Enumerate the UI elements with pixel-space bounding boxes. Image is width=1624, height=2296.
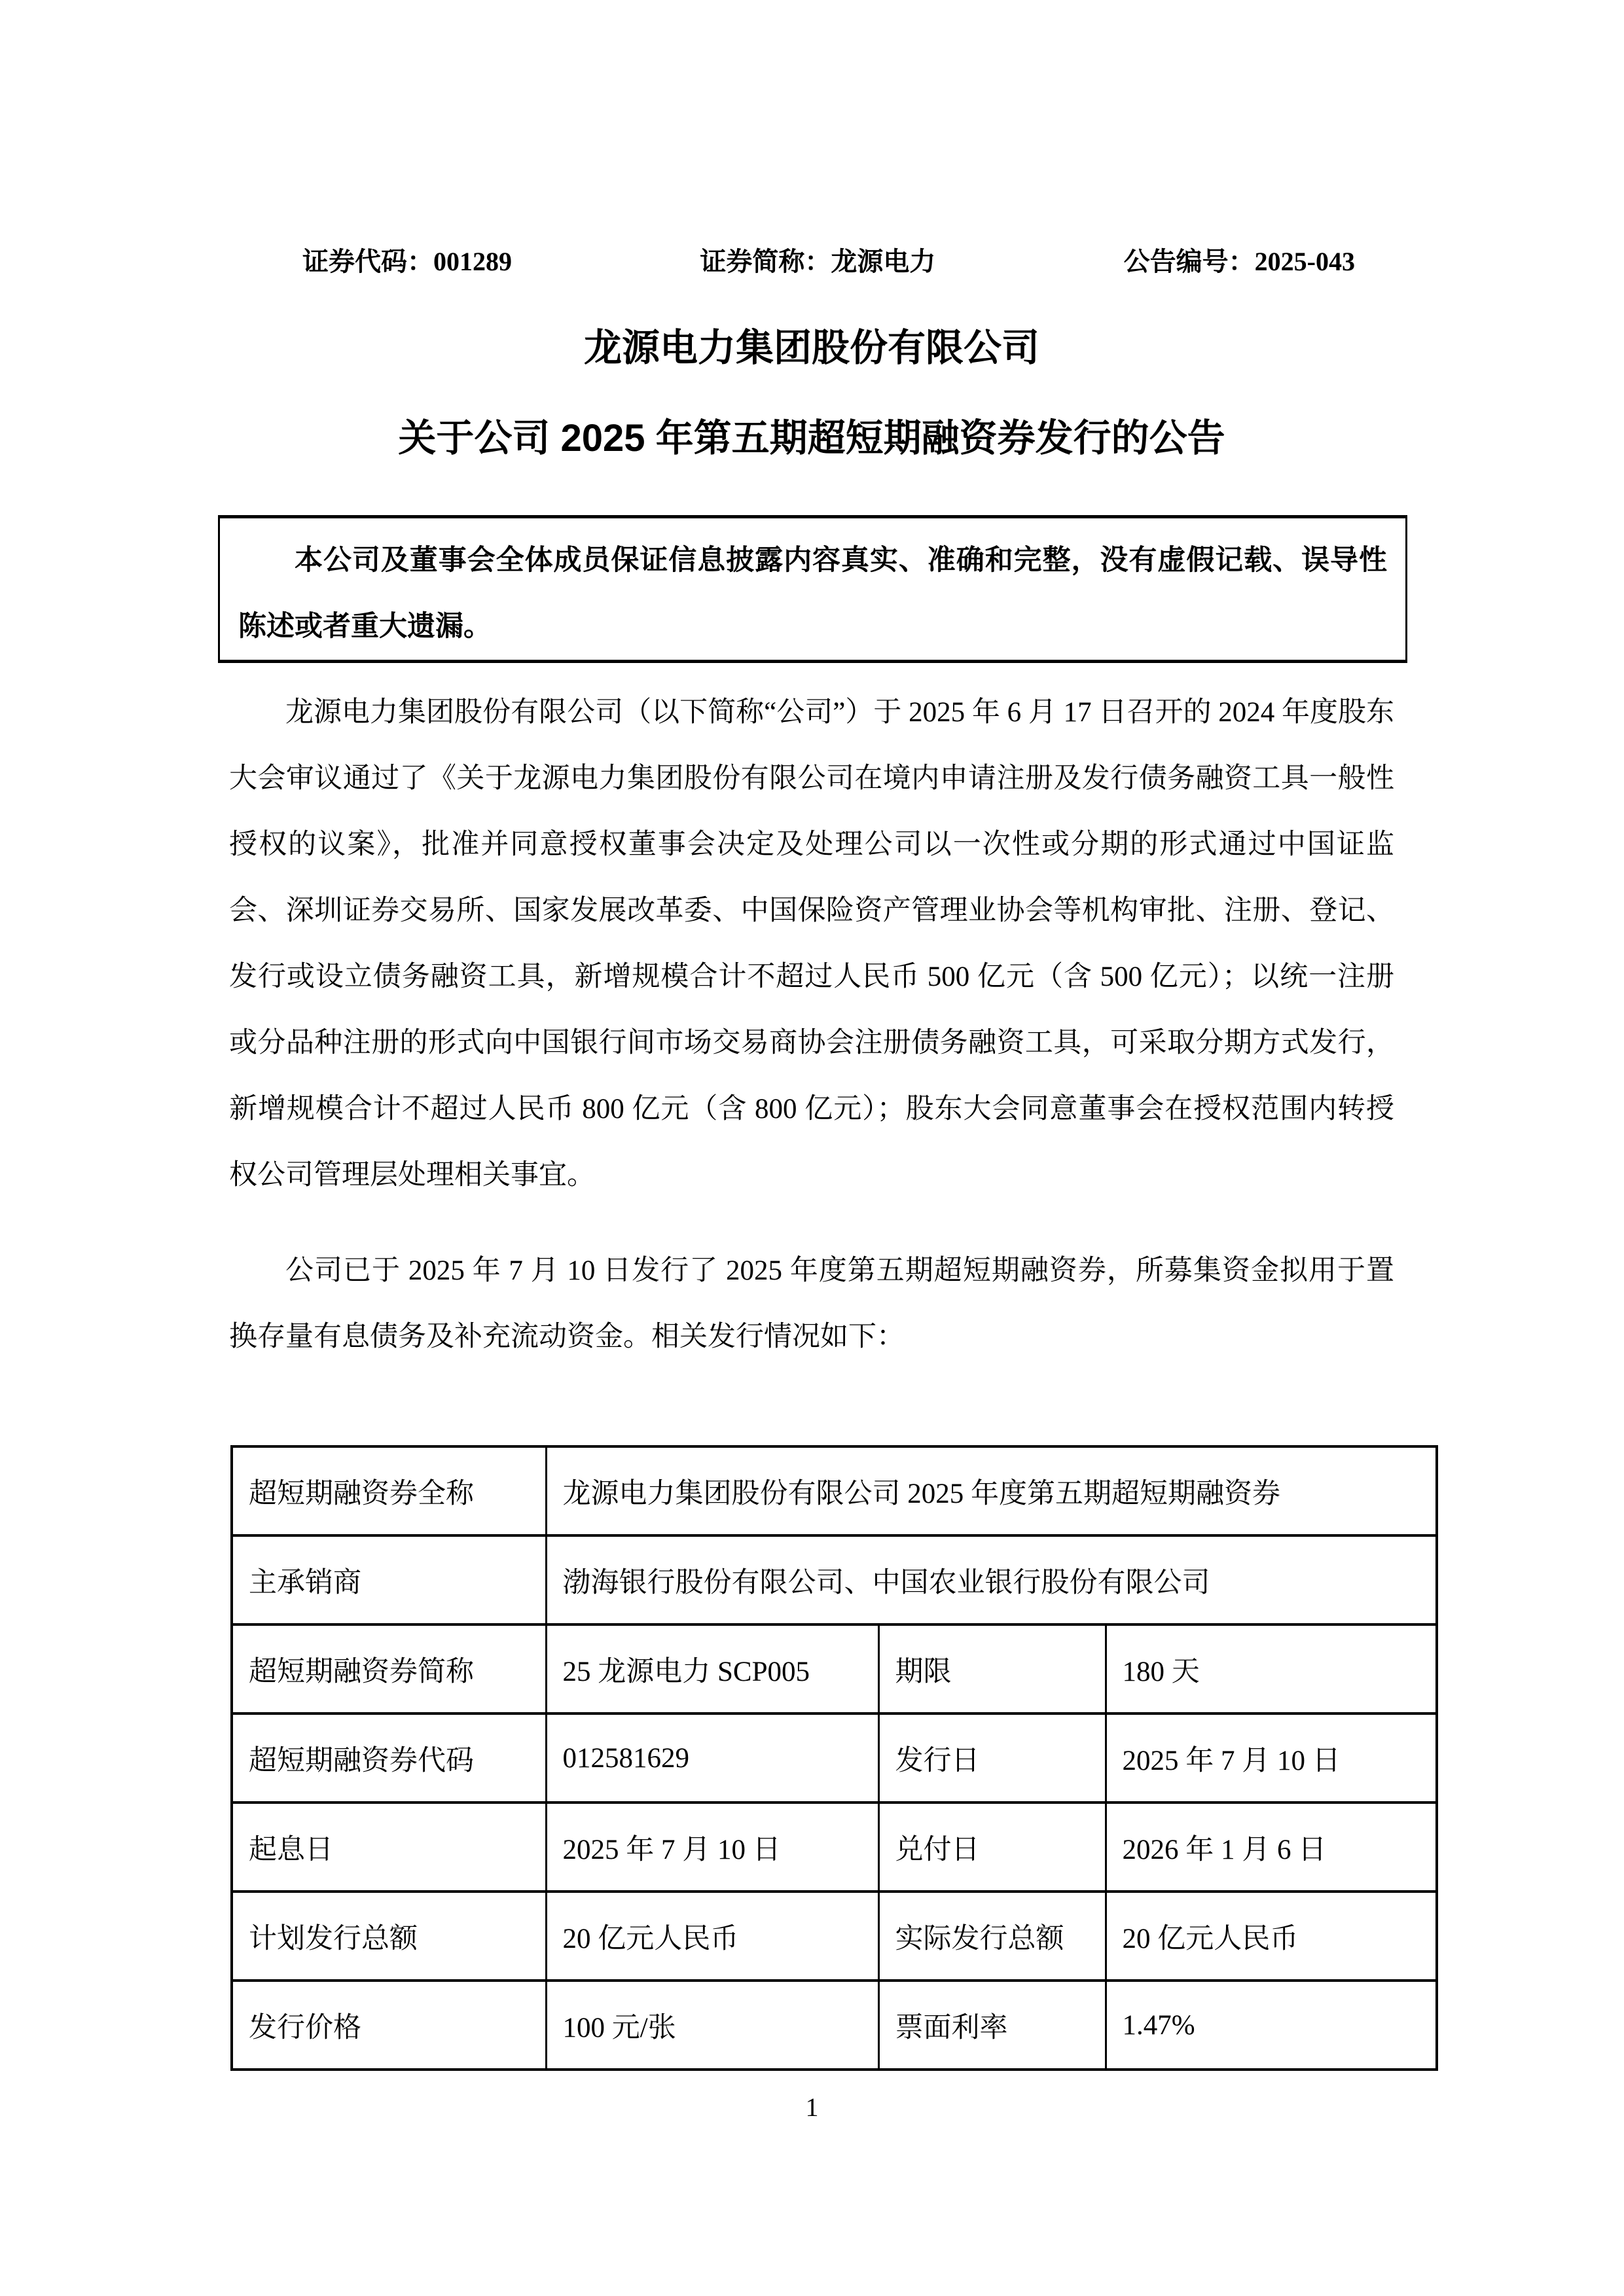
row-label: 超短期融资券代码 bbox=[232, 1713, 546, 1803]
paragraph-authorization: 龙源电力集团股份有限公司（以下简称“公司”）于 2025 年 6 月 17 日召开的 2024 年度股东大会审议通过了《关于龙源电力集团股份有限公司在境内申请注册及发行债务融资工具一般性授权的议案》，批准并同意授权董事会决定及处理公司以一次性或分期的形式通过中国证监会、深圳证券交易所、国家发展改革委、中国保险资产管理业协会等机构审批、注册、登记、发行或设立债务融资工具，新增规模合计不超过人民币 500 亿元（含 500 亿元）；以统一注册或分品种注册的形式向中国银行间市场交易商协会注册债务融资工具，可采取分期方式发行，新增规模合计不超过人民币 800 亿元（含 800 亿元）；股东大会同意董事会在授权范围内转授权公司管理层处理相关事宜。 bbox=[229, 697, 1394, 1191]
table-row-price-coupon bbox=[232, 1981, 1437, 2070]
row-label: 超短期融资券简称 bbox=[232, 1624, 546, 1713]
row-label: 兑付日 bbox=[878, 1803, 1106, 1892]
table-row-planned-actual-amount bbox=[232, 1892, 1437, 1981]
row-value: 012581629 bbox=[546, 1713, 878, 1803]
row-value: 20 亿元人民币 bbox=[1106, 1892, 1437, 1981]
paragraph-issuance: 公司已于 2025 年 7 月 10 日发行了 2025 年度第五期超短期融资券，所募集资金拟用于置换存量有息债务及补充流动资金。相关发行情况如下： bbox=[229, 1255, 1394, 1352]
row-label: 票面利率 bbox=[878, 1981, 1106, 2070]
row-value: 龙源电力集团股份有限公司 2025 年度第五期超短期融资券 bbox=[546, 1446, 1437, 1535]
row-label: 计划发行总额 bbox=[232, 1892, 546, 1981]
row-value: 2025 年 7 月 10 日 bbox=[1106, 1713, 1437, 1803]
page-number: 1 bbox=[805, 2092, 819, 2122]
row-label: 发行日 bbox=[878, 1713, 1106, 1803]
row-value: 25 龙源电力 SCP005 bbox=[546, 1624, 878, 1713]
table-row-full-name bbox=[232, 1446, 1437, 1535]
announcement-title: 关于公司 2025 年第五期超短期融资券发行的公告 bbox=[398, 417, 1225, 459]
row-value: 100 元/张 bbox=[546, 1981, 878, 2070]
row-value: 2026 年 1 月 6 日 bbox=[1106, 1803, 1437, 1892]
row-label: 发行价格 bbox=[232, 1981, 546, 2070]
row-value: 渤海银行股份有限公司、中国农业银行股份有限公司 bbox=[546, 1535, 1437, 1624]
row-value: 20 亿元人民币 bbox=[546, 1892, 878, 1981]
table-row-short-name-term bbox=[232, 1624, 1437, 1713]
issuance-table bbox=[230, 1445, 1438, 2071]
notice-text: 本公司及董事会全体成员保证信息披露内容真实、准确和完整，没有虚假记载、误导性陈述或者重大遗漏。 bbox=[238, 545, 1387, 642]
stock-code: 证券代码：001289 bbox=[302, 247, 512, 276]
row-label: 实际发行总额 bbox=[878, 1892, 1106, 1981]
company-title: 龙源电力集团股份有限公司 bbox=[583, 327, 1039, 369]
announcement-number: 公告编号：2025-043 bbox=[1123, 247, 1355, 276]
table-row-code-issue-date bbox=[232, 1713, 1437, 1803]
row-value: 2025 年 7 月 10 日 bbox=[546, 1803, 878, 1892]
notice-box bbox=[218, 515, 1407, 663]
stock-abbr: 证券简称：龙源电力 bbox=[700, 247, 936, 276]
row-label: 起息日 bbox=[232, 1803, 546, 1892]
row-value: 180 天 bbox=[1106, 1624, 1437, 1713]
table-row-underwriters bbox=[232, 1535, 1437, 1624]
row-value: 1.47% bbox=[1106, 1981, 1437, 2070]
row-label: 超短期融资券全称 bbox=[232, 1446, 546, 1535]
document-header bbox=[229, 243, 1394, 280]
row-label: 期限 bbox=[878, 1624, 1106, 1713]
table-row-value-date-maturity bbox=[232, 1803, 1437, 1892]
row-label: 主承销商 bbox=[232, 1535, 546, 1624]
